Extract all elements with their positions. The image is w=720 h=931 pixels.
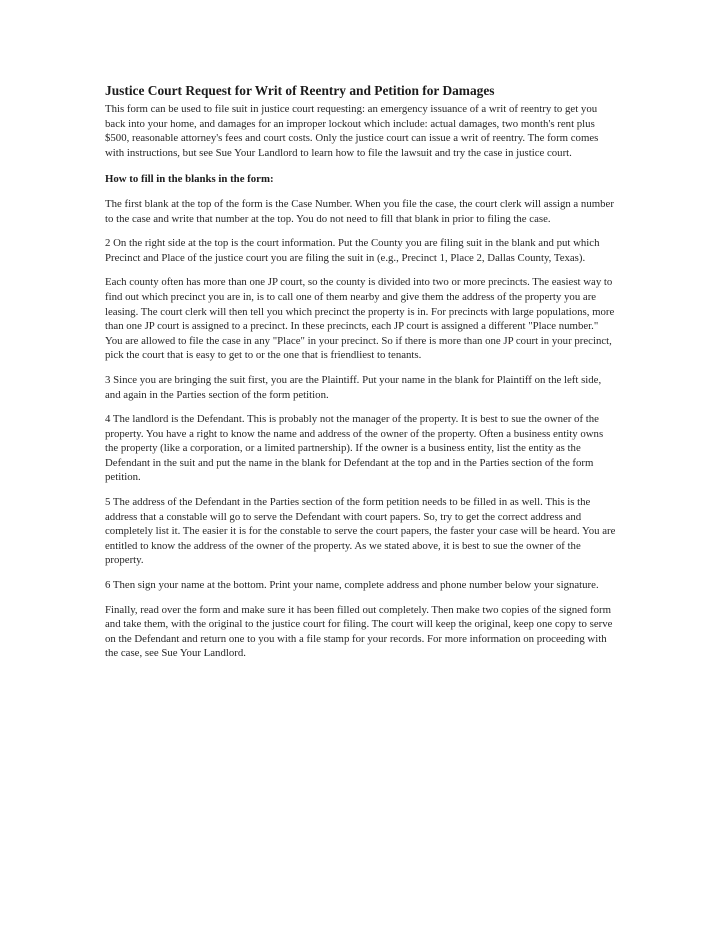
instruction-paragraph-court-information: 2 On the right side at the top is the court information. Put the County you are filing suit in the blank and put which Precinct and Place of the justice court you are filing the suit in (e.g., Precinct 1, Place 2, Dallas County, Texas). bbox=[105, 237, 600, 264]
document-content bbox=[105, 82, 617, 671]
instruction-paragraph-case-number: The first blank at the top of the form is the Case Number. When you file the case, the court clerk will assign a number to the case and write that number at the top. You do not need to fill that blank in prior to filing the case. bbox=[105, 197, 614, 225]
instruction-paragraph-defendant: 4 The landlord is the Defendant. This is probably not the manager of the property. It is best to sue the owner of the property. You have a right to know the name and address of the owner of the property. Often a business entity owns the property (like a corporation, or a limited partnership). If the owner is a business entity, list the entity as the Defendant in the suit and put the name in the blank for Defendant at the top and in the Parties section of the form petition. bbox=[105, 413, 604, 484]
section-heading: How to fill in the blanks in the form: bbox=[105, 173, 274, 186]
instruction-paragraph-precincts: Each county often has more than one JP court, so the county is divided into two or more precincts. The easiest way to find out which precinct you are in, is to call one of them nearby and give them the address of the property you are leasing. The court clerk will then tell you which precinct the property is in. For precincts with large populations, more than one JP court is assigned to a precinct. In these precincts, each JP court is assigned a different "Place number." You are allowed to file the case in any "Place" in your precinct. So if there is more than one JP court in your precinct, pick the court that is easy to get to or the one that is friendliest to tenants. bbox=[105, 276, 615, 362]
intro-paragraph: This form can be used to file suit in justice court requesting: an emergency issuance of a writ of reentry to get you back into your home, and damages for an improper lockout which include: actual damages, two month's rent plus $500, reasonable attorney's fees and court costs. Only the justice court can issue a writ of reentry. The form comes with instructions, but see Sue Your Landlord to learn how to file the lawsuit and try the case in justice court. bbox=[105, 103, 599, 159]
instruction-paragraph-plaintiff: 3 Since you are bringing the suit first, you are the Plaintiff. Put your name in the blank for Plaintiff on the left side, and again in the Parties section of the form petition. bbox=[105, 373, 602, 401]
document-title: Justice Court Request for Writ of Reentry and Petition for Damages bbox=[105, 83, 495, 98]
closing-paragraph-filing: Finally, read over the form and make sure it has been filled out completely. Then make two copies of the signed form and take them, with the original to the justice court for filing. The court will keep the original, keep one copy to serve on the Defendant and return one to you with a file stamp for your records. For more information on proceeding with the case, see Sue Your Landlord. bbox=[105, 603, 613, 660]
instruction-paragraph-signature: 6 Then sign your name at the bottom. Print your name, complete address and phone number below your signature. bbox=[105, 579, 599, 592]
instruction-paragraph-defendant-address: 5 The address of the Defendant in the Parties section of the form petition needs to be filled in as well. This is the address that a constable will go to serve the Defendant with court papers. So, try to get the correct address and completely list it. The easier it is for the constable to serve the court papers, the faster your case will be heard. You are entitled to know the address of the owner of the property. As we stated above, it is best to sue the owner of the property. bbox=[105, 496, 616, 567]
